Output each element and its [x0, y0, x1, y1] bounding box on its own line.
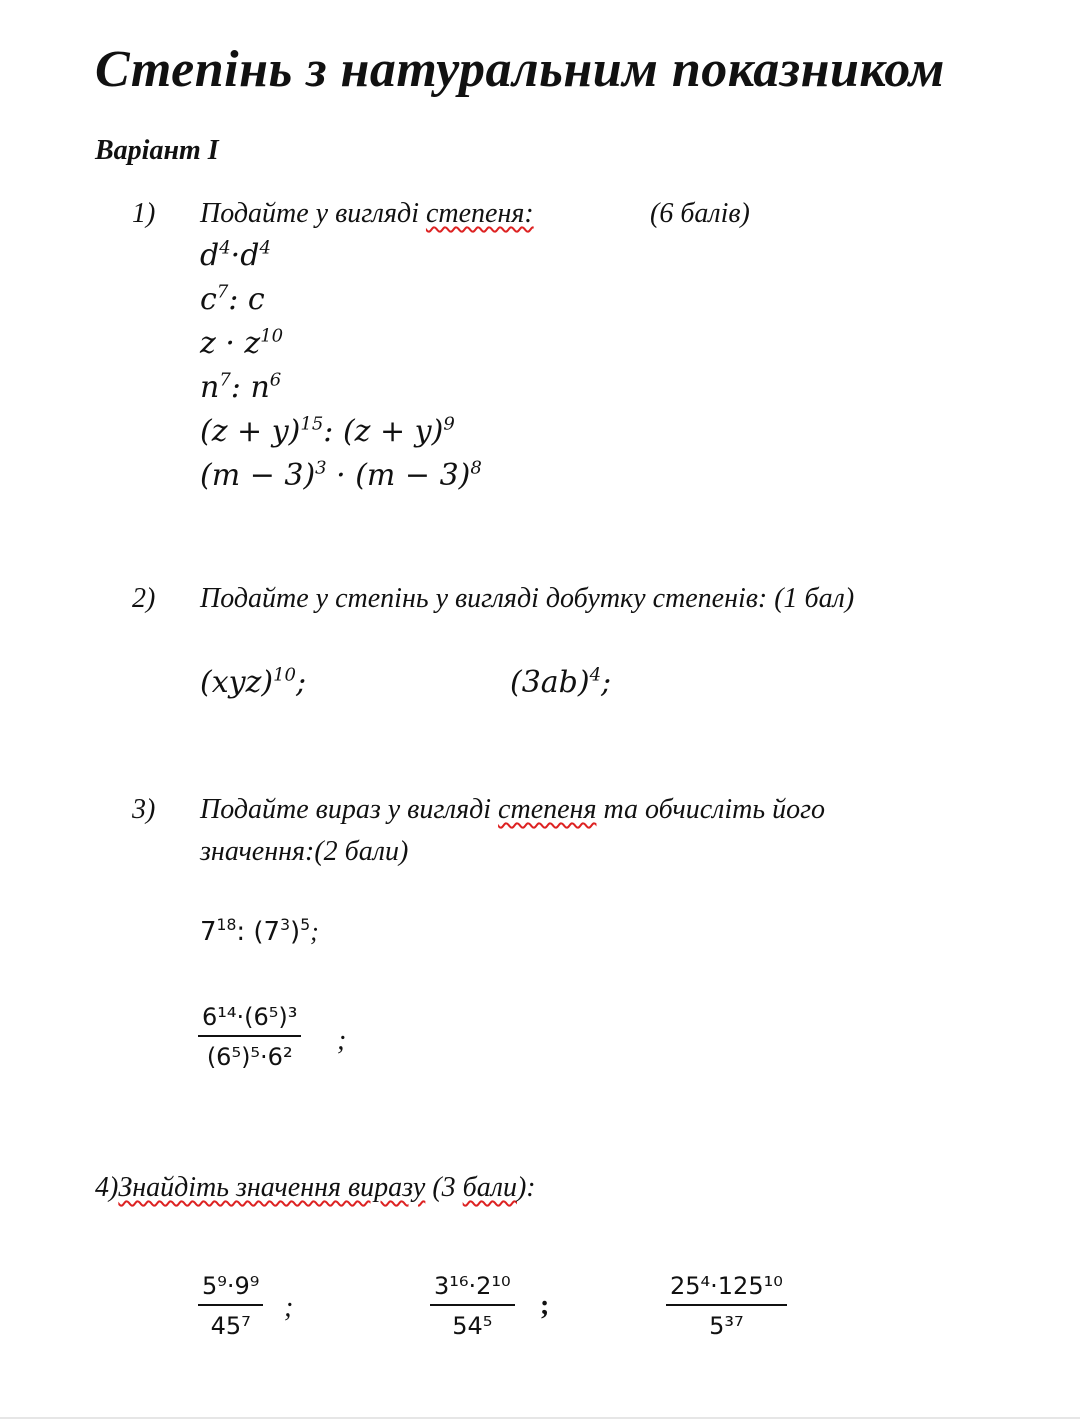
task1-points: (6 балів)	[650, 198, 750, 229]
task1-item: $(z + y)^{15}$: $(z + y)^9$	[200, 413, 455, 449]
fraction-bar	[430, 1304, 515, 1306]
fraction-numerator: 3¹⁶·2¹⁰	[434, 1272, 511, 1300]
task4-prompt-misspelled: Знайдіть значення виразу	[118, 1172, 426, 1203]
task4-fraction-semicolon: ;	[540, 1290, 550, 1321]
task4-fraction	[666, 1272, 787, 1340]
variant-heading: Варіант І	[95, 135, 219, 166]
task1-item: $d^4\cdot d^4$	[200, 237, 271, 273]
task2-expression: $(3ab)^4$;	[510, 664, 612, 700]
task1-number: 1)	[132, 198, 156, 229]
fraction-denominator: (6⁵)⁵·6²	[206, 1043, 293, 1071]
task1-prompt	[200, 198, 534, 230]
task1-prompt-text: Подайте у вигляді	[200, 198, 426, 229]
task3-number: 3)	[132, 794, 156, 825]
fraction-numerator: 6¹⁴·(6⁵)³	[202, 1003, 298, 1031]
task3-fraction	[198, 1003, 301, 1071]
fraction-numerator: 25⁴·125¹⁰	[670, 1272, 783, 1300]
fraction-denominator: 5³⁷	[709, 1312, 744, 1340]
task3-prompt-line2: значення:(2 бали)	[200, 836, 409, 867]
task3-expression: $7^{18}$: $(7^3)^5$;	[200, 915, 319, 947]
task1-prompt-misspelled: степеня:	[425, 198, 534, 229]
task4-fraction-semicolon: ;	[284, 1292, 294, 1323]
task1-item: $c^7$: c	[200, 281, 265, 317]
page-title: Степінь з натуральним показником	[95, 41, 945, 98]
fraction-bar	[666, 1304, 787, 1306]
task3-prompt: Подайте вираз у вигляді степеня та обчисліть його	[200, 794, 826, 825]
task3-fraction-semicolon: ;	[337, 1025, 347, 1056]
fraction-numerator: 5⁹·9⁹	[202, 1272, 260, 1300]
task4-prompt: 4)Знайдіть значення виразу (3 бали):	[95, 1172, 536, 1203]
task1-item: $n^7$: $n^6$	[200, 369, 282, 405]
task4-fraction	[198, 1272, 263, 1340]
task3-prompt-misspelled: степеня	[498, 794, 597, 825]
task2-number: 2)	[132, 583, 156, 614]
task4-fraction	[430, 1272, 515, 1340]
task2-prompt: Подайте у степінь у вигляді добутку степенів: (1 бал)	[200, 583, 855, 614]
task1-item: $z \cdot z^{10}$	[200, 325, 284, 361]
fraction-bar	[198, 1304, 263, 1306]
fraction-bar	[198, 1035, 301, 1037]
fraction-denominator: 54⁵	[452, 1312, 493, 1340]
fraction-denominator: 45⁷	[210, 1312, 251, 1340]
task1-item: $(m - 3)^3 \cdot (m - 3)^8$	[200, 457, 482, 493]
task4-prompt-misspelled-2: бали	[462, 1172, 517, 1203]
task2-expression: (xyz)$^{10}$;	[200, 664, 307, 700]
